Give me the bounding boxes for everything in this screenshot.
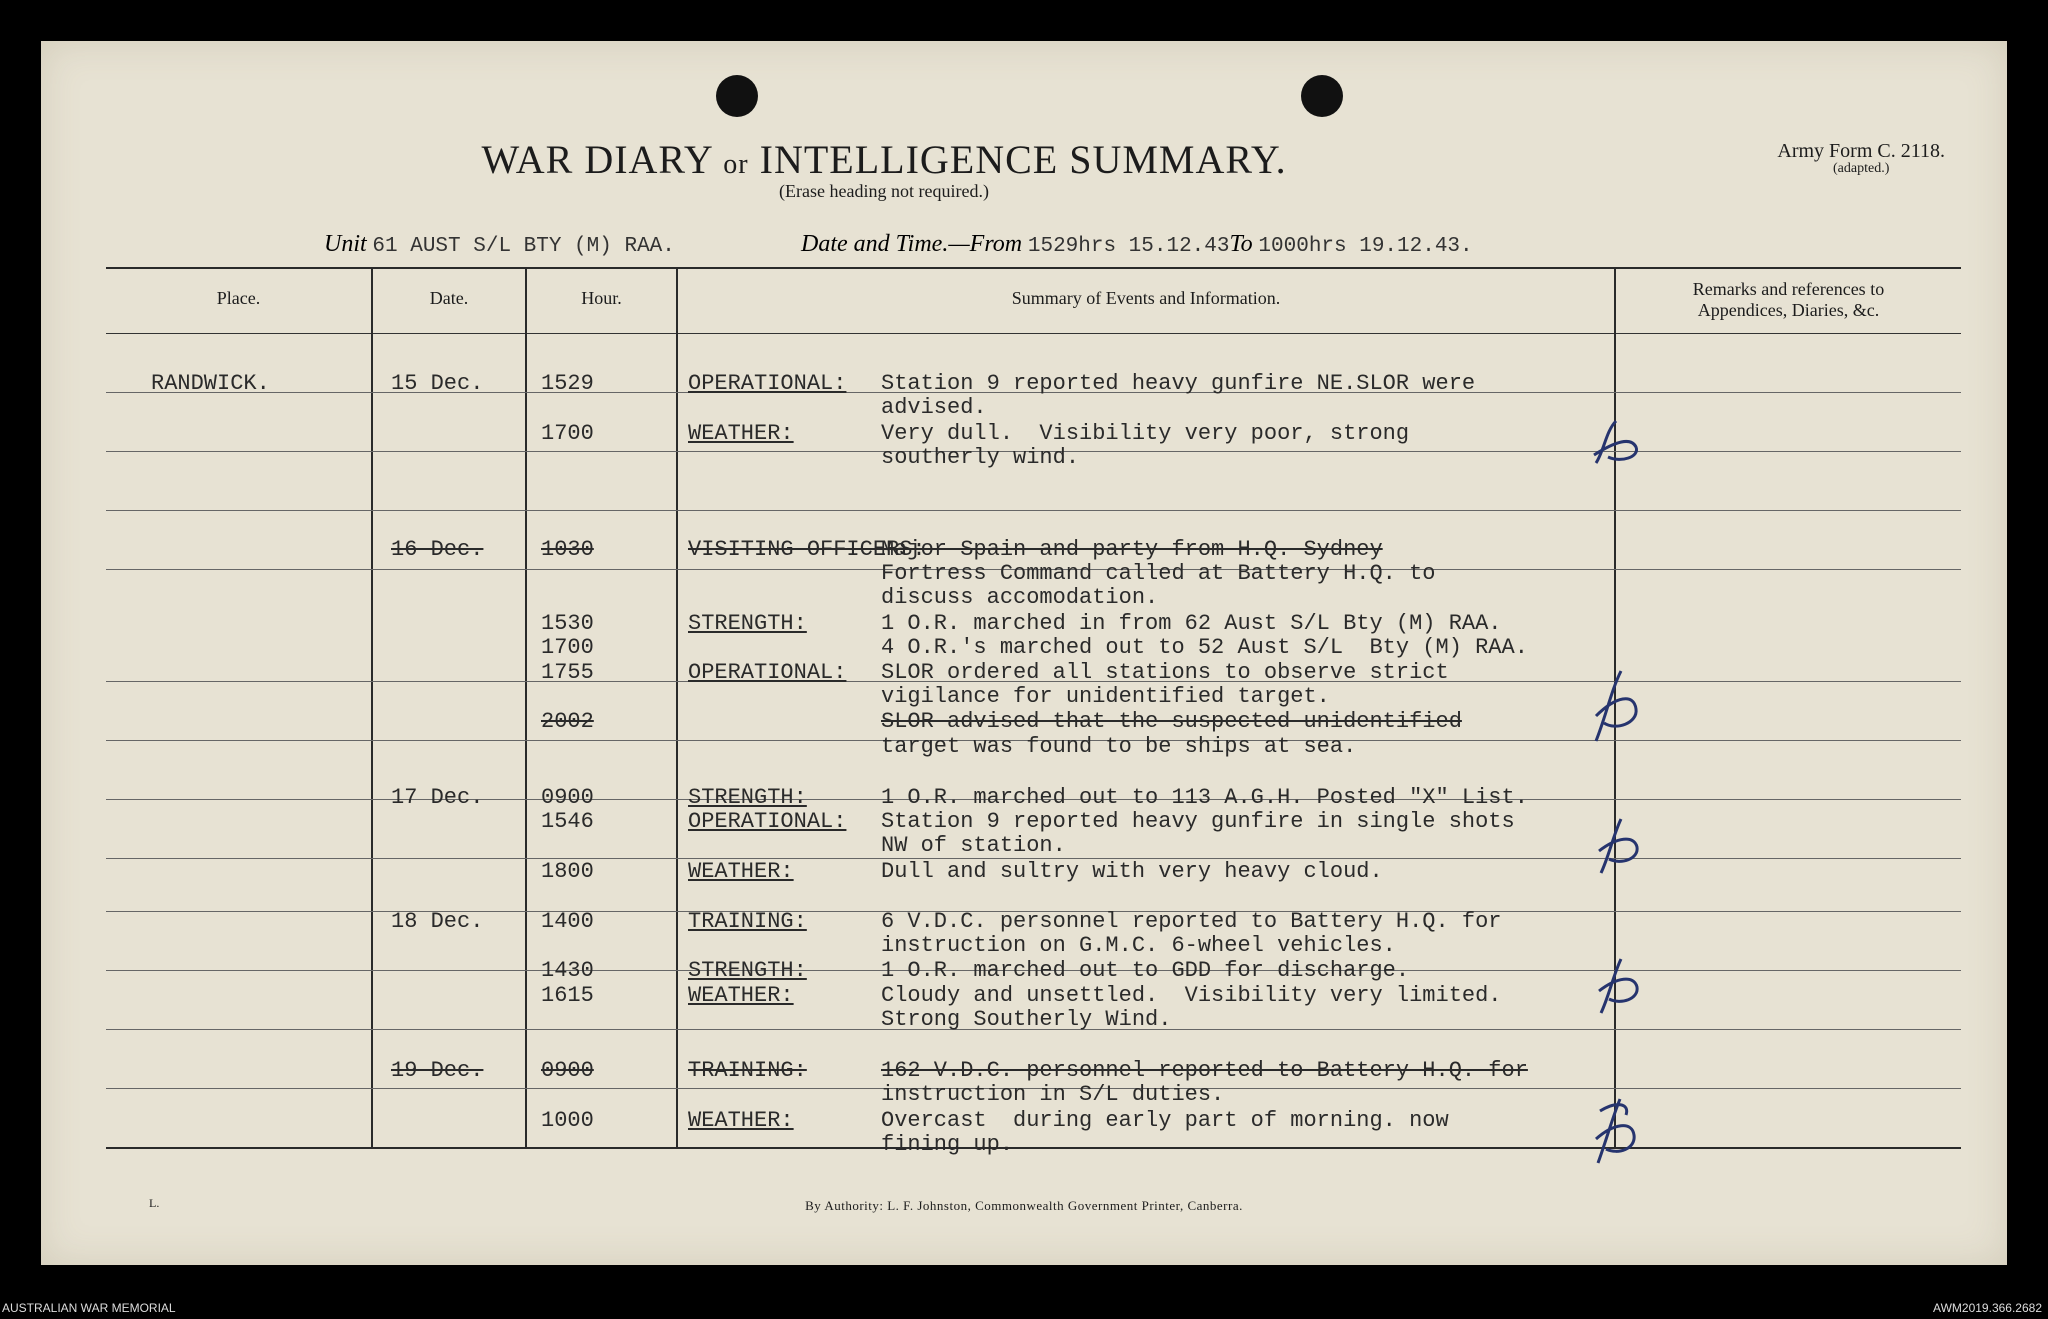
column-divider xyxy=(676,269,678,1149)
footer-left-mark: L. xyxy=(149,1196,160,1210)
title-or: or xyxy=(723,149,749,180)
unit-label: Unit xyxy=(324,231,367,257)
category-weather: WEATHER: xyxy=(688,983,794,1008)
hour-0900: 0900 xyxy=(541,1058,594,1083)
hour-1800: 1800 xyxy=(541,859,594,884)
hour-1700: 1700 xyxy=(541,421,594,446)
category-weather: WEATHER: xyxy=(688,859,794,884)
category-training: TRAINING: xyxy=(688,1058,807,1083)
title-intelligence-summary: INTELLIGENCE SUMMARY. xyxy=(759,137,1287,182)
subtitle: (Erase heading not required.) xyxy=(779,181,989,201)
summary-text: instruction on G.M.C. 6-wheel vehicles. xyxy=(881,933,1396,958)
summary-text: NW of station. xyxy=(881,833,1066,858)
category-weather: WEATHER: xyxy=(688,421,794,446)
summary-text: southerly wind. xyxy=(881,445,1080,470)
table-top-border xyxy=(106,267,1961,269)
date-16-dec: 16 Dec. xyxy=(391,537,484,562)
title-war-diary: WAR DIARY xyxy=(481,137,713,182)
category-visiting-officers: VISITING OFFICERS: xyxy=(688,537,926,562)
column-divider xyxy=(525,269,527,1149)
summary-text: 6 V.D.C. personnel reported to Battery H.Q. for xyxy=(881,909,1502,934)
column-header-hour: Hour. xyxy=(581,288,622,308)
printer-authority: By Authority: L. F. Johnston, Commonwealth Government Printer, Canberra. xyxy=(805,1198,1243,1213)
category-weather: WEATHER: xyxy=(688,1108,794,1133)
date-17-dec: 17 Dec. xyxy=(391,785,484,810)
summary-text: fining up. xyxy=(881,1132,1014,1157)
category-strength: STRENGTH: xyxy=(688,785,807,810)
category-strength: STRENGTH: xyxy=(688,958,807,983)
punch-hole xyxy=(1301,75,1343,117)
hour-1546: 1546 xyxy=(541,809,594,834)
from-value: 1529hrs 15.12.43 xyxy=(1027,235,1230,258)
category-operational: OPERATIONAL: xyxy=(688,660,847,685)
column-header-summary: Summary of Events and Information. xyxy=(1011,288,1281,308)
summary-text: Station 9 reported heavy gunfire in single shots xyxy=(881,809,1515,834)
remarks-header-line1: Remarks and references to xyxy=(1692,279,1885,299)
handwritten-initial xyxy=(1586,1091,1646,1171)
handwritten-initial xyxy=(1589,811,1649,881)
summary-text: instruction in S/L duties. xyxy=(881,1082,1225,1107)
summary-text: 1 O.R. marched out to GDD for discharge. xyxy=(881,958,1410,983)
handwritten-initial xyxy=(1586,661,1646,751)
table-bottom-border xyxy=(106,1147,1961,1149)
summary-text: Cloudy and unsettled. Visibility very limited. xyxy=(881,983,1502,1008)
handwritten-initial xyxy=(1589,951,1649,1021)
summary-text: 4 O.R.'s marched out to 52 Aust S/L Bty (M) RAA. xyxy=(881,635,1528,660)
date-15-dec: 15 Dec. xyxy=(391,371,484,396)
to-label: To xyxy=(1229,231,1253,257)
category-operational: OPERATIONAL: xyxy=(688,809,847,834)
column-header-date: Date. xyxy=(429,288,469,308)
summary-text: target was found to be ships at sea. xyxy=(881,734,1357,759)
summary-text: Major Spain and party from H.Q. Sydney xyxy=(881,537,1383,562)
hour-1615: 1615 xyxy=(541,983,594,1008)
ruled-line xyxy=(106,510,1961,511)
remarks-header-line2: Appendices, Diaries, &c. xyxy=(1697,300,1880,320)
column-header-remarks xyxy=(1616,279,1961,321)
unit-line xyxy=(324,231,675,258)
diary-page xyxy=(41,41,2007,1265)
hour-1030: 1030 xyxy=(541,537,594,562)
hour-1530: 1530 xyxy=(541,611,594,636)
date-19-dec: 19 Dec. xyxy=(391,1058,484,1083)
archive-caption-left: AUSTRALIAN WAR MEMORIAL xyxy=(2,1301,176,1315)
column-divider xyxy=(371,269,373,1149)
army-form-number: Army Form C. 2118. xyxy=(1777,140,1945,162)
summary-text: discuss accomodation. xyxy=(881,585,1159,610)
handwritten-initial xyxy=(1586,411,1646,471)
hour-1000: 1000 xyxy=(541,1108,594,1133)
summary-text: Dull and sultry with very heavy cloud. xyxy=(881,859,1383,884)
army-form-label xyxy=(1777,142,1945,178)
hour-0900: 0900 xyxy=(541,785,594,810)
to-value: 1000hrs 19.12.43. xyxy=(1258,235,1473,258)
summary-text: 162 V.D.C. personnel reported to Battery H.Q. for xyxy=(881,1058,1528,1083)
summary-text: Fortress Command called at Battery H.Q. to xyxy=(881,561,1436,586)
hour-2002: 2002 xyxy=(541,709,594,734)
category-training: TRAINING: xyxy=(688,909,807,934)
category-strength: STRENGTH: xyxy=(688,611,807,636)
archive-caption-right: AWM2019.366.2682 xyxy=(1933,1301,2042,1315)
summary-text: Very dull. Visibility very poor, strong xyxy=(881,421,1410,446)
hour-1755: 1755 xyxy=(541,660,594,685)
summary-text: Overcast during early part of morning. now xyxy=(881,1108,1449,1133)
summary-text: advised. xyxy=(881,395,987,420)
hour-1400: 1400 xyxy=(541,909,594,934)
summary-text: 1 O.R. marched out to 113 A.G.H. Posted "X" List. xyxy=(881,785,1528,810)
summary-text: Strong Southerly Wind. xyxy=(881,1007,1172,1032)
summary-text: vigilance for unidentified target. xyxy=(881,684,1330,709)
date-time-line xyxy=(801,231,1473,258)
hour-1529: 1529 xyxy=(541,371,594,396)
unit-value: 61 AUST S/L BTY (M) RAA. xyxy=(372,235,675,258)
column-header-place: Place. xyxy=(216,288,261,308)
summary-text: Station 9 reported heavy gunfire NE.SLOR were xyxy=(881,371,1476,396)
army-form-note: (adapted.) xyxy=(1833,161,1890,176)
hour-1430: 1430 xyxy=(541,958,594,983)
summary-text: SLOR advised that the suspected unidentified xyxy=(881,709,1462,734)
page-title xyxy=(0,136,1867,183)
header-separator xyxy=(106,333,1961,334)
date-18-dec: 18 Dec. xyxy=(391,909,484,934)
place-randwick: RANDWICK. xyxy=(151,371,270,396)
summary-text: SLOR ordered all stations to observe strict xyxy=(881,660,1449,685)
hour-1700: 1700 xyxy=(541,635,594,660)
category-operational: OPERATIONAL: xyxy=(688,371,847,396)
summary-text: 1 O.R. marched in from 62 Aust S/L Bty (M) RAA. xyxy=(881,611,1502,636)
punch-hole xyxy=(716,75,758,117)
date-time-label: Date and Time.—From xyxy=(801,231,1023,257)
